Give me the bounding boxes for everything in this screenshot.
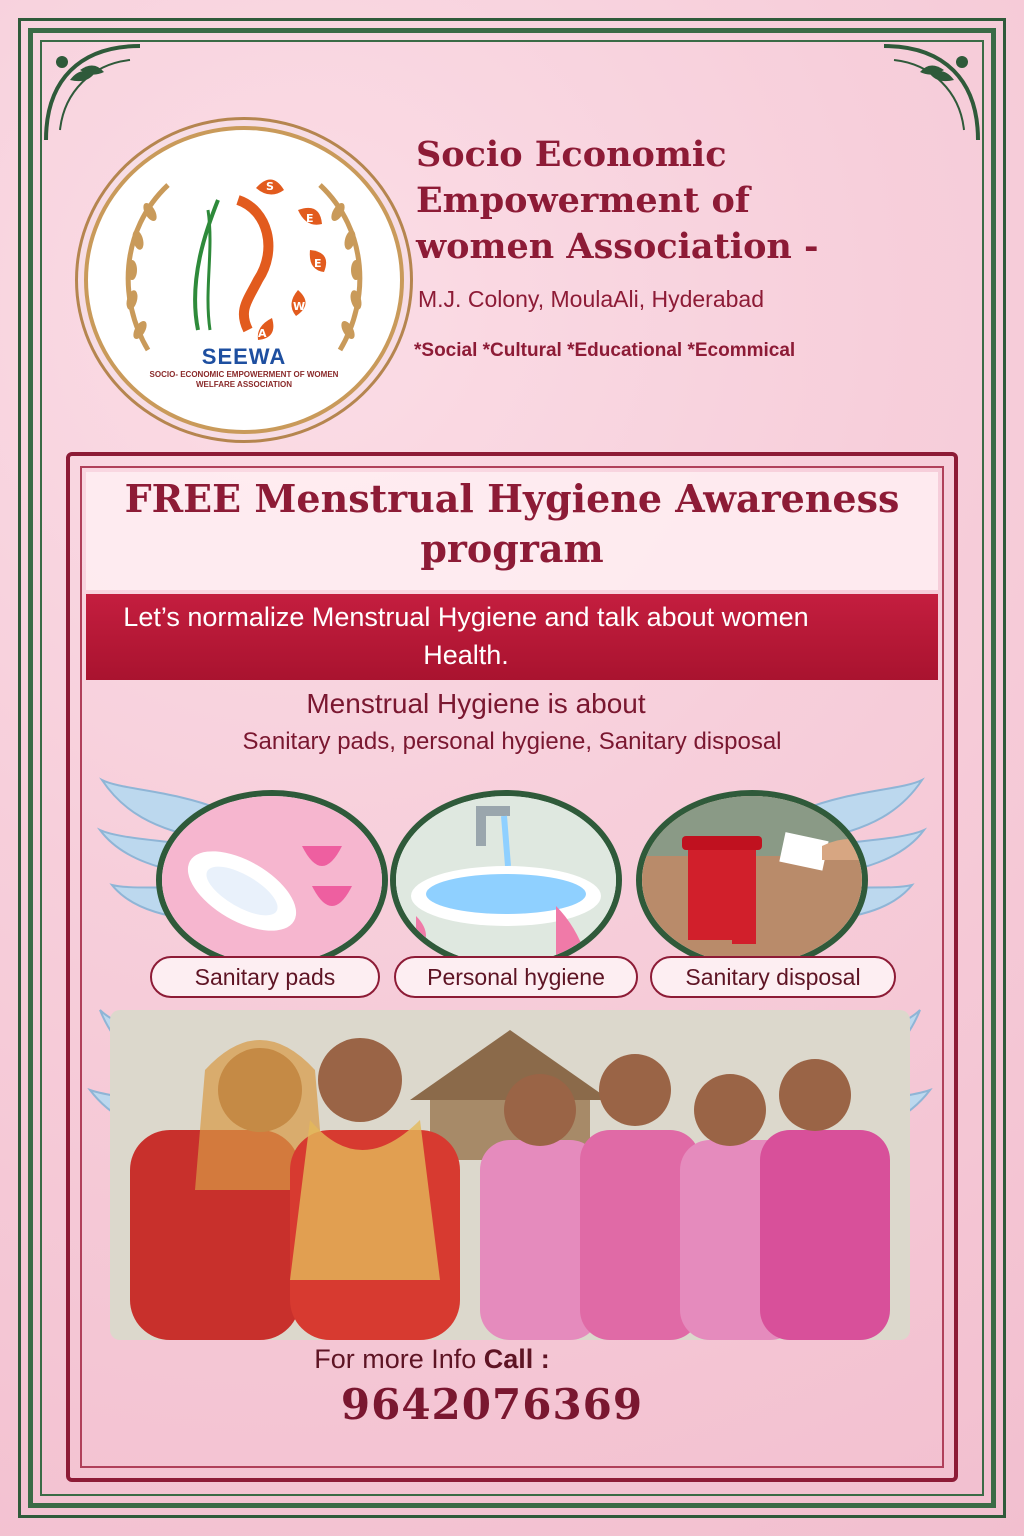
topic-label-sanitary-disposal: Sanitary disposal xyxy=(650,956,896,998)
contact-phone: 9642076369 xyxy=(340,1380,644,1429)
banner-text: Let’s normalize Menstrual Hygiene and talk about women Health. xyxy=(123,602,809,670)
sanitary-pad-icon xyxy=(162,796,382,964)
sanitary-pads-image xyxy=(156,790,388,970)
personal-hygiene-image xyxy=(390,790,622,970)
about-title: Menstrual Hygiene is about xyxy=(306,688,646,719)
topic-label-sanitary-pads: Sanitary pads xyxy=(150,956,380,998)
women-group-image xyxy=(110,1010,910,1340)
logo-letter: W xyxy=(293,300,306,313)
sanitary-disposal-image xyxy=(636,790,868,970)
seewa-logo xyxy=(84,126,404,434)
logo-letter: A xyxy=(258,327,267,340)
water-tap-icon xyxy=(396,796,616,964)
logo-letter: E xyxy=(306,212,314,225)
group-photo xyxy=(110,1010,910,1340)
topic-label-personal-hygiene: Personal hygiene xyxy=(394,956,638,998)
dustbin-icon xyxy=(642,796,862,964)
contact-label-call: Call : xyxy=(483,1344,550,1374)
program-title: FREE Menstrual Hygiene Awareness program xyxy=(124,476,900,571)
organization-tags: *Social *Cultural *Educational *Ecommical xyxy=(414,340,796,361)
logo-letter: E xyxy=(314,257,322,270)
contact-label xyxy=(0,1344,944,1375)
about-list: Sanitary pads, personal hygiene, Sanitary disposal xyxy=(242,728,782,755)
logo-subtitle: SOCIO- ECONOMIC EMPOWERMENT OF WOMEN WELFARE ASSOCIATION xyxy=(149,370,339,389)
logo-name: SEEWA xyxy=(201,344,287,369)
organization-address: M.J. Colony, MoulaAli, Hyderabad xyxy=(418,286,764,312)
logo-letter: S xyxy=(266,180,274,193)
organization-title: Socio Economic Empowerment of women Association - xyxy=(416,134,819,267)
contact-label-prefix: For more Info xyxy=(314,1344,484,1374)
